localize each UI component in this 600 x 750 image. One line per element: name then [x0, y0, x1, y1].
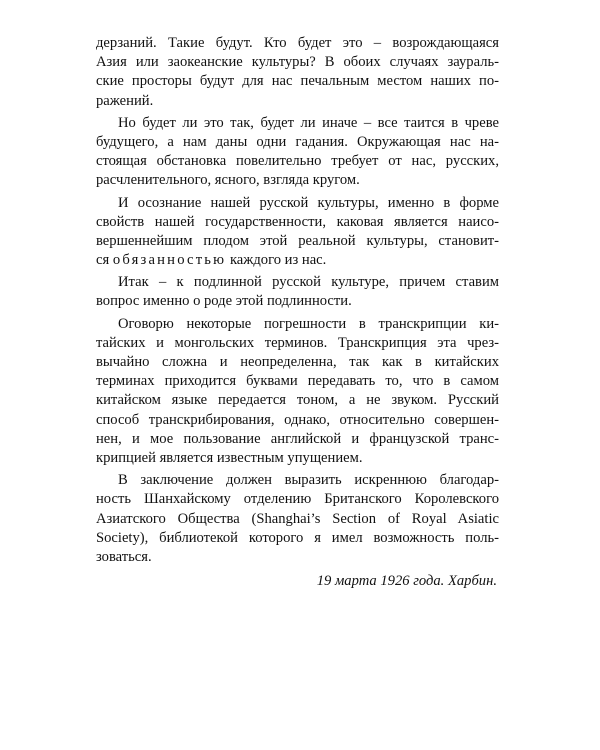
- text-line: Оговорю некоторые погрешности в транскрипции ки-: [118, 315, 499, 332]
- document-page: [96, 34, 499, 591]
- text-line: Но будет ли это так, будет ли иначе – все таится в чреве: [118, 114, 499, 131]
- text-fragment: ся: [96, 252, 110, 269]
- text-line: стоящая обстановка повелительно требует от нас, русских,: [96, 153, 499, 170]
- paragraph-2: [96, 114, 499, 191]
- text-line: вершеннейшим плодом этой реальной культуры, становит-: [96, 232, 499, 249]
- date-place-signature: 19 марта 1926 года. Харбин.: [316, 573, 497, 590]
- spaced-emphasis-word: обязанностью: [112, 252, 227, 269]
- paragraph-4: [96, 273, 499, 311]
- text-line: вычайно сложна и неопределенна, так как в китайских: [96, 354, 499, 370]
- text-line: свойств нашей государственности, каковая является наисо-: [96, 213, 499, 230]
- text-line: Азиатского Общества (Shanghai’s Section of Royal Asiatic: [96, 510, 499, 527]
- text-line: вопрос именно о роде этой подлинности.: [96, 293, 352, 310]
- text-line: крипцией является известным упущением.: [96, 449, 363, 466]
- text-line: дерзаний. Такие будут. Кто будет это – возрождающаяся: [96, 35, 499, 51]
- text-fragment: каждого из нас.: [229, 252, 327, 269]
- text-line: Азия или заокеанские культуры? В обоих случаях заураль-: [96, 54, 499, 71]
- text-line: ность Шанхайскому отделению Британского Королевского: [96, 491, 499, 508]
- text-line: нен, и мое пользование английской и французской транс-: [96, 430, 499, 447]
- paragraph-5: [96, 315, 499, 469]
- text-line: ские просторы будут для нас печальным местом наших по-: [96, 73, 499, 90]
- text-line: терминах приходится буквами передавать то, что в самом: [96, 373, 499, 390]
- text-line: китайском языке передается тоном, а не звуком. Русский: [96, 392, 499, 409]
- text-line: зоваться.: [96, 548, 152, 565]
- text-line-with-spaced-word: [96, 251, 499, 270]
- paragraph-1: [96, 34, 499, 111]
- text-line: будущего, а нам даны одни гадания. Окружающая нас на-: [96, 133, 499, 150]
- text-line: В заключение должен выразить искреннюю благодар-: [118, 472, 499, 489]
- text-line: Society), библиотекой которого я имел возможность поль-: [96, 529, 499, 546]
- text-line: Итак – к подлинной русской культуре, причем ставим: [118, 274, 499, 291]
- text-line: И осознание нашей русской культуры, именно в форме: [118, 194, 499, 211]
- text-line: тайских и монгольских терминов. Транскрипция эта чрез-: [96, 334, 499, 351]
- paragraph-6: [96, 471, 499, 567]
- text-line: способ транскрибирования, однако, относительно совершен-: [96, 411, 499, 428]
- text-line: ражений.: [96, 92, 154, 109]
- paragraph-3: [96, 194, 499, 271]
- text-line: расчленительного, ясного, взгляда кругом.: [96, 172, 360, 189]
